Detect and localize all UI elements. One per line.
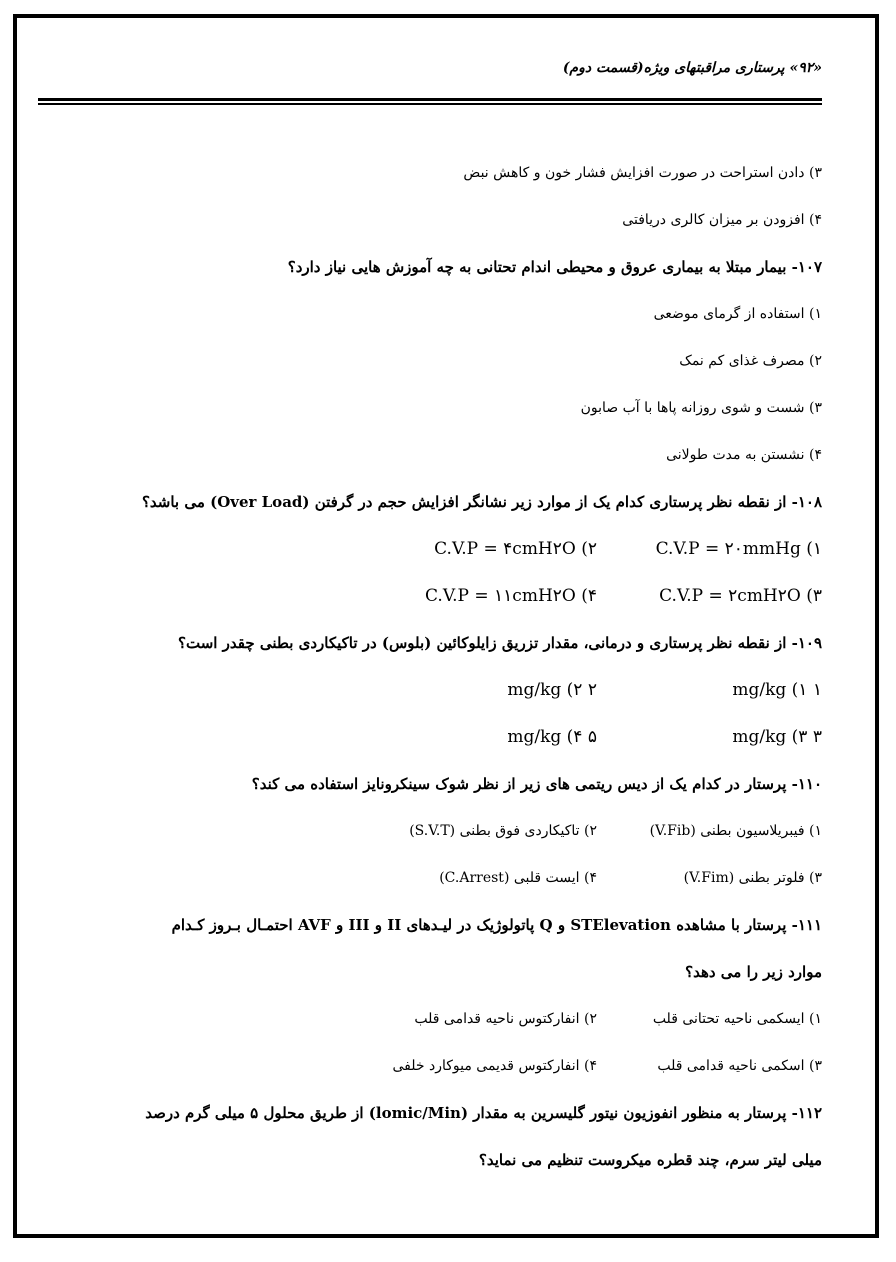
option-line: ۳) دادن استراحت در صورت افزایش فشار خون و کاهش نبض [463, 165, 822, 181]
q108-options-row-2 [78, 573, 822, 620]
q110-options-row-2 [78, 855, 822, 902]
q107-option-2: ۲) مصرف غذای کم نمک [679, 353, 822, 369]
question-111: ۱۱۱- پرستار با مشاهده STElevation و Q پاتولوژیک در لیـدهای II و III و AVF احتمـال بـروز کـدام [171, 916, 822, 934]
q108-option-1: C.V.P = ۲۰mmHg (۱ [655, 539, 822, 559]
q107-option-3: ۳) شست و شوی روزانه پاها با آب صابون [580, 400, 822, 416]
q108-option-4: C.V.P = ۱۱cmH۲O (۴ [425, 586, 597, 606]
question-112-continued: میلی لیتر سرم، چند قطره میکروست تنظیم می نماید؟ [478, 1151, 822, 1169]
q109-options-row-2 [78, 714, 822, 761]
q110-options-row-1 [78, 808, 822, 855]
question-108: ۱۰۸- از نقطه نظر پرستاری کدام یک از موارد زیر نشانگر افزایش حجم در گرفتن (Over Load) می باشد؟ [141, 493, 822, 511]
q107-option-4: ۴) نشستن به مدت طولانی [666, 447, 822, 463]
header-rule-thin [38, 103, 822, 105]
option-line: ۴) افزودن بر میزان کالری دریافتی [622, 212, 822, 228]
q111-option-2: ۲) انفارکتوس ناحیه قدامی قلب [414, 1011, 597, 1027]
q108-option-3: C.V.P = ۲cmH۲O (۳ [659, 586, 822, 606]
q107-option-1: ۱) استفاده از گرمای موضعی [653, 306, 822, 322]
q111-option-4: ۴) انفارکتوس قدیمی میوکارد خلفی [392, 1058, 597, 1074]
q110-option-3: ۳) فلوتر بطنی (V.Fim) [683, 870, 822, 886]
question-112: ۱۱۲- پرستار به منظور انفوزیون نیتور گلیسرین به مقدار (lomic/Min) از طریق محلول ۵ میلی گرم درصد [145, 1104, 822, 1122]
page-header: «۹۲» پرستاری مراقبتهای ویژه(قسمت دوم) [562, 60, 822, 76]
page-content [78, 150, 822, 1184]
header-rule-thick [38, 98, 822, 101]
q111-options-row-2 [78, 1043, 822, 1090]
q109-option-3: ۳ mg/kg (۳ [732, 727, 822, 747]
q111-option-3: ۳) اسکمی ناحیه قدامی قلب [657, 1058, 822, 1074]
question-110: ۱۱۰- پرستار در کدام یک از دیس ریتمی های زیر از نظر شوک سینکرونایز استفاده می کند؟ [251, 775, 822, 793]
q108-option-2: C.V.P = ۴cmH۲O (۲ [434, 539, 597, 559]
q109-option-4: ۵ mg/kg (۴ [507, 727, 597, 747]
q109-option-1: ۱ mg/kg (۱ [732, 680, 822, 700]
q110-option-2: ۲) تاکیکاردی فوق بطنی (S.V.T) [409, 823, 597, 839]
question-111-continued: موارد زیر را می دهد؟ [685, 963, 822, 981]
q110-option-1: ۱) فیبریلاسیون بطنی (V.Fib) [649, 823, 822, 839]
q110-option-4: ۴) ایست قلبی (C.Arrest) [439, 870, 597, 886]
q109-option-2: ۲ mg/kg (۲ [507, 680, 597, 700]
question-109: ۱۰۹- از نقطه نظر پرستاری و درمانی، مقدار تزریق زایلوکائین (بلوس) در تاکیکاردی بطنی چقدر است؟ [178, 634, 822, 652]
question-107: ۱۰۷- بیمار مبتلا به بیماری عروق و محیطی اندام تحتانی به چه آموزش هایی نیاز دارد؟ [287, 258, 822, 276]
q111-option-1: ۱) ایسکمی ناحیه تحتانی قلب [652, 1011, 822, 1027]
q109-options-row-1 [78, 667, 822, 714]
q108-options-row-1 [78, 526, 822, 573]
q111-options-row-1 [78, 996, 822, 1043]
